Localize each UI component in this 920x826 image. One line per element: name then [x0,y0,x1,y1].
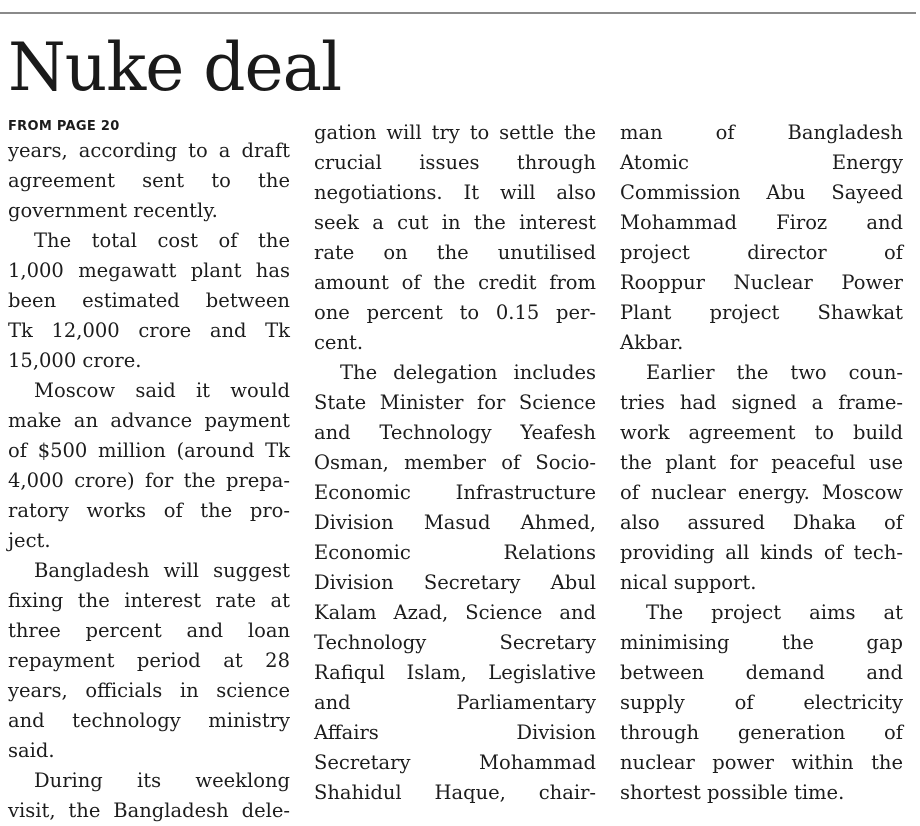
article-text-line: and technology ministry [8,709,290,732]
article-text-line: three percent and loan [8,619,290,642]
article-text-line: Atomic Energy [620,151,903,174]
article-text-line: crucial issues through [314,151,596,174]
article-text-line: 15,000 crore. [8,349,142,372]
kicker-from-page: FROM PAGE 20 [8,119,120,134]
article-text-line: Akbar. [620,331,684,354]
article-text-line: seek a cut in the interest [314,211,596,234]
article-text-line: Technology Secretary [314,631,596,654]
article-text-line: Moscow said it would [34,379,290,402]
article-text-line: visit, the Bangladesh dele- [8,799,290,822]
article-text-line: government recently. [8,199,218,222]
article-text-line: The delegation includes [340,361,596,384]
article-text-line: agreement sent to the [8,169,290,192]
article-text-line: Division Secretary Abul [314,571,596,594]
article-text-line: During its weeklong [34,769,290,792]
article-text-line: Rooppur Nuclear Power [620,271,903,294]
article-text-line: The total cost of the [34,229,290,252]
article-text-line: Osman, member of Socio- [314,451,596,474]
article-text-line: of nuclear energy. Moscow [620,481,903,504]
article-text-line: repayment period at 28 [8,649,290,672]
article-text-line: amount of the credit from [314,271,596,294]
column-1 [8,118,290,826]
article-text-line: Rafiqul Islam, Legislative [314,661,596,684]
article-text-line: make an advance payment [8,409,290,432]
article-text-line: project director of [620,241,903,264]
article-text-line: and Parliamentary [314,691,596,714]
article-text-line: cent. [314,331,364,354]
article-text-line: between demand and [620,661,903,684]
article-text-line: rate on the unutilised [314,241,596,264]
article-text-line: Division Masud Ahmed, [314,511,596,534]
article-text-line: Economic Infrastructure [314,481,596,504]
article-text-line: providing all kinds of tech- [620,541,903,564]
article-text-line: one percent to 0.15 per- [314,301,596,324]
article-text-line: Earlier the two coun- [646,361,903,384]
article-text-line: minimising the gap [620,631,903,654]
article-text-line: man of Bangladesh [620,121,903,144]
article-text-line: fixing the interest rate at [8,589,290,612]
article-text-line: supply of electricity [620,691,903,714]
article-text-line: nical support. [620,571,757,594]
headline: Nuke deal [8,29,342,106]
article-text-line: Commission Abu Sayeed [620,181,903,204]
article-text-line: Plant project Shawkat [620,301,903,324]
article-text-line: Secretary Mohammad [314,751,596,774]
article-text-line: years, according to a draft [8,139,290,162]
column-3 [620,118,903,808]
article-text-line: and Technology Yeafesh [314,421,596,444]
article-text-line: Economic Relations [314,541,596,564]
article-text-line: years, officials in science [8,679,290,702]
article-text-line: The project aims at [646,601,903,624]
article-text-line: negotiations. It will also [314,181,596,204]
article-text-line: also assured Dhaka of [620,511,903,534]
article-text-line: nuclear power within the [620,751,903,774]
article-text-line: through generation of [620,721,903,744]
article-text-line: shortest possible time. [620,781,845,804]
article-text-line: been estimated between [8,289,290,312]
article-text-line: Kalam Azad, Science and [314,601,596,624]
article-text-line: gation will try to settle the [314,121,596,144]
article-text-line: the plant for peaceful use [620,451,903,474]
article-text-line: 4,000 crore) for the prepa- [8,469,290,492]
article-text-line: ject. [8,529,51,552]
column-2 [314,118,596,808]
article-text-line: ratory works of the pro- [8,499,290,522]
article-text-line: Bangladesh will suggest [34,559,290,582]
article-text-line: 1,000 megawatt plant has [8,259,290,282]
article-text-line: Tk 12,000 crore and Tk [8,319,290,342]
article-text-line: Shahidul Haque, chair- [314,781,596,804]
article-text-line: State Minister for Science [314,391,596,414]
article-text-line: tries had signed a frame- [620,391,903,414]
top-rule [0,12,916,14]
article-text-line: work agreement to build [620,421,903,444]
article-text-line: Affairs Division [314,721,596,744]
article-text-line: Mohammad Firoz and [620,211,903,234]
article-text-line: of $500 million (around Tk [8,439,290,462]
article-text-line: said. [8,739,55,762]
